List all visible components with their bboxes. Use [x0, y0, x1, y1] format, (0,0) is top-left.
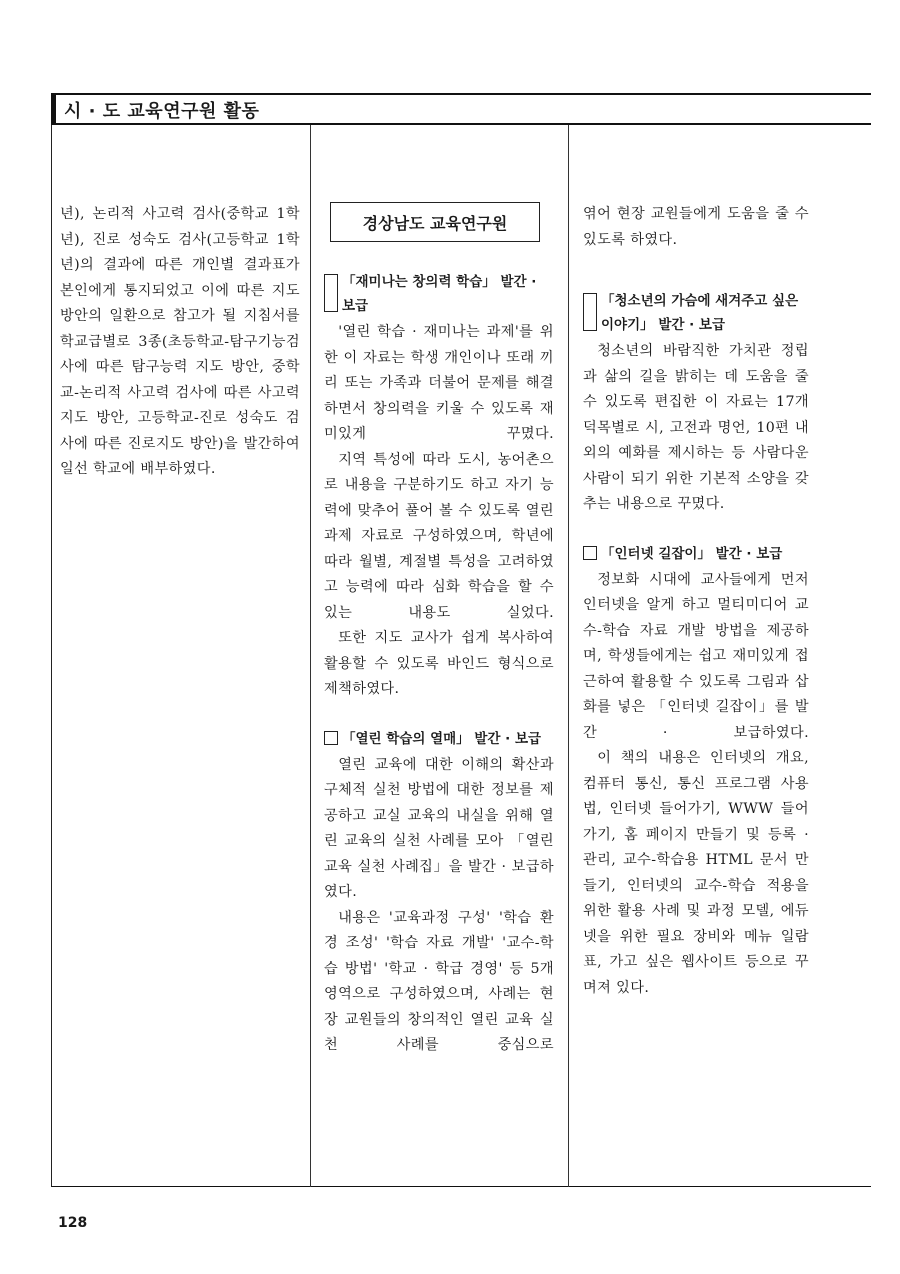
- col3-sec2-heading: [583, 542, 809, 566]
- col2-sec1-p2: 지역 특성에 따라 도시, 농어촌으로 내용을 구분하기도 하고 자기 능력에 맞추어 풀어 볼 수 있도록 열린 과제 자료로 구성하였으며, 학년에 따라 월별, 계절별 특성을 고려하였고 능력에 따라 심화 학습을 할 수 있는 내용도 실었다.: [324, 451, 554, 621]
- col3-sec2-heading-text: 「인터넷 길잡이」 발간 · 보급: [601, 545, 783, 562]
- column-1: [60, 202, 300, 483]
- checkbox-square-icon: [324, 731, 338, 745]
- col3-sec2-p1: 정보화 시대에 교사들에게 먼저 인터넷을 알게 하고 멀티미디어 교수-학습 자료 개발 방법을 제공하며, 학생들에게는 쉽고 재미있게 접근하여 활용할 수 있도록 그림과 삽화를 넣은 「인터넷 길잡이」를 발간 · 보급하였다.: [583, 571, 809, 741]
- col3-sec1-p1: 청소년의 바람직한 가치관 정립과 삶의 길을 밝히는 데 도움을 줄 수 있도록 편집한 이 자료는 17개 덕목별로 시, 고전과 명언, 10편 내외의 예화를 제시하는 등 사람다운 사람이 되기 위한 기본적 소양을 갖추는 내용으로 꾸몄다.: [583, 343, 809, 512]
- column-divider-2: [568, 125, 569, 1187]
- checkbox-square-icon: [324, 274, 338, 312]
- col2-sec1-heading: [324, 270, 554, 318]
- column-divider-1: [310, 125, 311, 1187]
- col2-sec1-p3: 또한 지도 교사가 쉽게 복사하여 활용할 수 있도록 바인드 형식으로 제책하였다.: [324, 630, 554, 697]
- col2-sec2-heading-text: 「열린 학습의 열매」 발간 · 보급: [342, 730, 542, 747]
- col3-sec1-heading-text: 「청소년의 가슴에 새겨주고 싶은 이야기」 발간 · 보급: [601, 293, 799, 333]
- checkbox-square-icon: [583, 293, 597, 331]
- column-3: [583, 202, 809, 1001]
- col3-sec1-heading: [583, 289, 809, 337]
- section-header-bar: [51, 93, 56, 125]
- column-2: [324, 202, 554, 1059]
- institute-title-box: 경상남도 교육연구원: [330, 202, 540, 242]
- col1-paragraph: 년), 논리적 사고력 검사(중학교 1학년), 진로 성숙도 검사(고등학교 1학년)의 결과에 따른 개인별 결과표가 본인에게 통지되었고 이에 따른 지도 방안의 일환으로 참고가 될 지침서를 학교급별로 3종(초등학교-탐구기능검사에 따른 탐구능력 지도 방안, 중학교-논리적 사고력 검사에 따른 사고력 지도 방안, 고등학교-진로 성숙도 검사에 따른 진로지도 방안)을 발간하여 일선 학교에 배부하였다.: [60, 206, 300, 477]
- col3-sec2-p2: 이 책의 내용은 인터넷의 개요, 컴퓨터 통신, 통신 프로그램 사용법, 인터넷 들어가기, WWW 들어가기, 홈 페이지 만들기 및 등록 · 관리, 교수-학습용 HTML 문서 만들기, 인터넷의 교수-학습 적용을 위한 활용 사례 및 과정 모델, 에듀넷을 위한 필요 장비와 메뉴 일람표, 가고 싶은 웹사이트 등으로 꾸며져 있다.: [583, 750, 809, 996]
- section-header-title: 시 · 도 교육연구원 활동: [64, 101, 260, 122]
- col2-sec2-heading: [324, 727, 554, 751]
- col2-sec1-p1: '열린 학습 · 재미나는 과제'를 위한 이 자료는 학생 개인이나 또래 끼리 또는 가족과 더불어 문제를 해결하면서 창의력을 키울 수 있도록 재미있게 꾸몄다.: [324, 324, 554, 442]
- page-number: 128: [58, 1215, 88, 1231]
- col2-sec2-p1: 열린 교육에 대한 이해의 확산과 구체적 실천 방법에 대한 정보를 제공하고 교실 교육의 내실을 위해 열린 교육의 실천 사례를 모아 「열린 교육 실천 사례집」을 발간 · 보급하였다.: [324, 756, 554, 900]
- col2-sec1-heading-text: 「재미나는 창의력 학습」 발간 · 보급: [342, 274, 537, 314]
- col2-sec2-p2: 내용은 '교육과정 구성' '학습 환경 조성' '학습 자료 개발' '교수-학습 방법' '학교 · 학급 경영' 등 5개 영역으로 구성하였으며, 사례는 현장 교원들의 창의적인 열린 교육 실천 사례를 중심으로: [324, 909, 554, 1053]
- col3-p0: 엮어 현장 교원들에게 도움을 줄 수 있도록 하였다.: [583, 206, 809, 248]
- checkbox-square-icon: [583, 546, 597, 560]
